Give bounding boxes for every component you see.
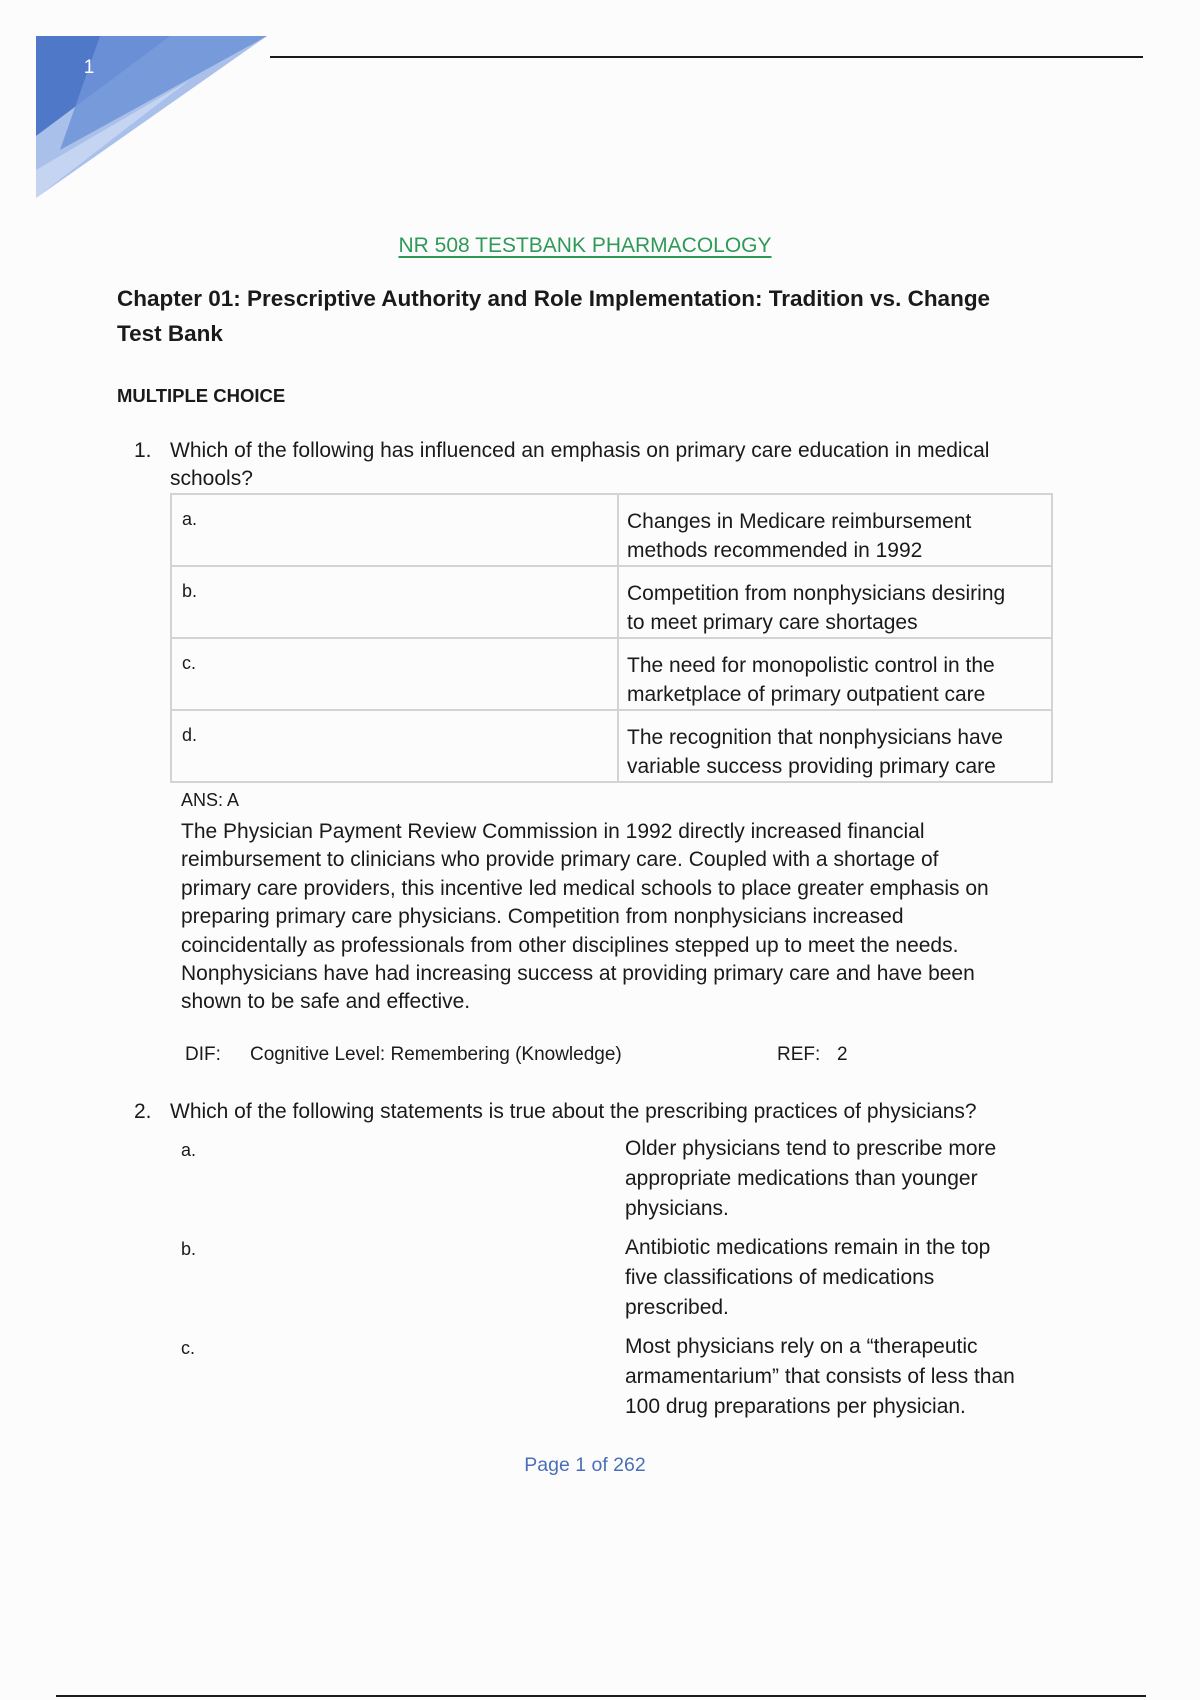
section-label: MULTIPLE CHOICE — [117, 385, 286, 406]
question-2-choice-text — [625, 1233, 1065, 1323]
choice-text — [618, 638, 1052, 710]
question-1-choices — [170, 493, 1053, 783]
choice-text — [618, 494, 1052, 566]
choice-row — [171, 710, 1052, 782]
choice-text-line: The recognition that nonphysicians have — [627, 726, 1003, 749]
question-1-cognitive-level: Cognitive Level: Remembering (Knowledge) — [250, 1044, 622, 1065]
choice-text-line: physicians. — [625, 1197, 729, 1220]
question-1-text — [170, 437, 1070, 493]
choice-row — [171, 494, 1052, 566]
choice-text — [618, 710, 1052, 782]
choice-text-line: to meet primary care shortages — [627, 611, 918, 634]
rationale-line: shown to be safe and effective. — [181, 990, 471, 1014]
question-2-choice-text — [625, 1332, 1065, 1422]
question-1-dif-label: DIF: — [185, 1044, 221, 1065]
choice-letter: d. — [171, 710, 618, 782]
question-2-text: Which of the following statements is true about the prescribing practices of physicians? — [170, 1100, 977, 1123]
question-1-text-line1: Which of the following has influenced an emphasis on primary care education in medical — [170, 439, 990, 462]
question-1-rationale — [181, 818, 1061, 1017]
choice-letter: b. — [171, 566, 618, 638]
question-2-choice-letter: c. — [181, 1338, 196, 1358]
corner-decoration — [0, 0, 280, 205]
rationale-line: preparing primary care physicians. Competition from nonphysicians increased — [181, 905, 904, 929]
choice-text-line: variable success providing primary care — [627, 755, 996, 778]
chapter-heading-line2: Test Bank — [117, 321, 223, 346]
choice-text-line: armamentarium” that consists of less than — [625, 1365, 1015, 1388]
rationale-line: The Physician Payment Review Commission in 1992 directly increased financial — [181, 820, 925, 843]
choice-letter: a. — [171, 494, 618, 566]
choice-text-line: Older physicians tend to prescribe more — [625, 1137, 997, 1160]
question-1-ref-label: REF: — [777, 1044, 821, 1065]
choice-letter: c. — [171, 638, 618, 710]
rationale-line: reimbursement to clinicians who provide primary care. Coupled with a shortage of — [181, 848, 939, 872]
choice-text-line: 100 drug preparations per physician. — [625, 1395, 966, 1418]
question-1-text-line2: schools? — [170, 467, 253, 490]
question-1-number: 1. — [134, 439, 152, 462]
choice-text-line: prescribed. — [625, 1296, 729, 1319]
choice-text — [618, 566, 1052, 638]
choice-text-line: methods recommended in 1992 — [627, 539, 923, 562]
chapter-heading-line1: Chapter 01: Prescriptive Authority and Role Implementation: Tradition vs. Change — [117, 286, 991, 311]
rationale-line: coincidentally as professionals from other disciplines stepped up to meet the needs. — [181, 933, 959, 957]
question-1-ref-value: 2 — [837, 1044, 848, 1065]
choice-row — [171, 566, 1052, 638]
choice-text-line: Changes in Medicare reimbursement — [627, 510, 972, 533]
rationale-line: Nonphysicians have had increasing success at providing primary care and have been — [181, 962, 975, 986]
document-title: NR 508 TESTBANK PHARMACOLOGY — [398, 234, 772, 257]
choice-text-line: five classifications of medications — [625, 1266, 935, 1289]
header-page-number: 1 — [83, 57, 95, 78]
choice-text-line: Most physicians rely on a “therapeutic — [625, 1335, 978, 1358]
choice-row — [171, 638, 1052, 710]
question-1-answer: ANS: A — [181, 790, 240, 810]
choice-text-line: The need for monopolistic control in the — [627, 654, 995, 677]
question-2-choice-text — [625, 1134, 1065, 1224]
page-footer: Page 1 of 262 — [524, 1454, 646, 1476]
choice-text-line: Antibiotic medications remain in the top — [625, 1236, 991, 1259]
choice-text-line: appropriate medications than younger — [625, 1167, 978, 1190]
header-rule — [270, 56, 1143, 58]
footer-rule — [56, 1695, 1146, 1697]
rationale-line: primary care providers, this incentive led medical schools to place greater emphasis on — [181, 876, 989, 900]
chapter-heading — [117, 281, 1077, 351]
choice-text-line: Competition from nonphysicians desiring — [627, 582, 1006, 605]
question-2-choice-letter: a. — [181, 1140, 197, 1160]
question-2-choice-letter: b. — [181, 1239, 197, 1259]
question-2-number: 2. — [134, 1100, 152, 1123]
choice-text-line: marketplace of primary outpatient care — [627, 683, 986, 706]
